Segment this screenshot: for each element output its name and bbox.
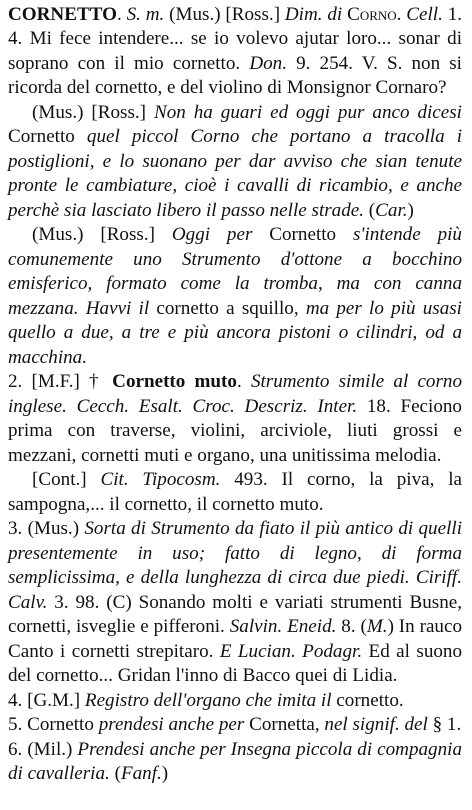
text-run: prendesi anche per [98, 714, 245, 736]
entry-sense-4-organ-register [8, 689, 462, 713]
text-run: 2. [M.F.] † [8, 371, 113, 393]
text-run: . [236, 371, 251, 393]
text-run: Oggi per [171, 224, 253, 246]
text-run: Cit. Tipocosm. [100, 469, 221, 491]
text-run: Salvin. Eneid. [229, 616, 337, 638]
text-run: cornetto. [331, 689, 404, 711]
text-run: Non ha guari ed oggi pur anco dicesi [153, 101, 462, 123]
text-run: Cornetta, [244, 714, 325, 736]
entry-citation-tipocosm [8, 468, 462, 517]
text-run: Cornetto [252, 224, 353, 246]
text-run: 3. (Mus.) [8, 518, 85, 540]
text-run: ( [364, 199, 376, 221]
text-run: Strumento simile al corno inglese. Cecch. Esalt. Croc. Descriz. Inter. [8, 371, 462, 417]
entry-sense-6-military-ensign [8, 738, 462, 787]
text-run: . [396, 4, 407, 25]
entry-sense-postillion-horn [8, 101, 462, 223]
text-run: 9. 254. V. S. non si ricorda del cornetto, e del violino di Monsignor Cornaro? [8, 52, 462, 99]
text-run: 4. [G.M.] [8, 689, 85, 711]
text-run: Dim. di [284, 4, 343, 25]
text-run: 1. 4. Mi fece intendere... se io volevo ajutar loro... sonar di soprano con il mio cornetto. [8, 4, 463, 74]
text-run: nel signif. del [324, 714, 428, 736]
text-run: cornetto a squillo, [149, 297, 306, 319]
text-run: Sorta di Strumento da fiato il più antico di quelli presentemente in uso; fatto di legno, di forma semplicissima, e della lunghezza di circa due piedi. Ciriff. Calv. [8, 518, 462, 613]
text-run: 5. Cornetto [8, 714, 99, 736]
text-run: 8. ( [336, 616, 367, 638]
text-run: 493. Il corno, la piva, la sampogna,... il cornetto, il cornetto muto. [8, 469, 463, 515]
text-run: 3. 98. (C) Sonando molti e variati strumenti Busne, cornetti, isveglie e pifferoni. [8, 591, 462, 638]
text-run: (Mus.) [Ross.] [32, 101, 154, 123]
text-run: E Lucian. Podagr. [219, 640, 363, 662]
text-run: 6. (Mil.) [8, 738, 78, 760]
text-run: ) In rauco Canto i cornetti strepitaro. [8, 616, 462, 662]
entry-definition-main [8, 3, 462, 101]
text-run: Cornetto [8, 126, 87, 148]
text-run: Car. [375, 199, 408, 221]
text-run: ) [161, 763, 169, 785]
text-run: S. m. [126, 4, 165, 25]
text-run: (Mus.) [Ross.] [164, 4, 285, 25]
text-run: ( [109, 763, 121, 785]
entry-sense-brass-instrument [8, 223, 462, 370]
entry-sense-2-cornetto-muto [8, 370, 462, 468]
entry-sense-5-cornetta [8, 713, 462, 737]
text-run: § 1. [427, 714, 462, 736]
text-run: M. [366, 616, 388, 638]
entry-sense-3-wind-instrument [8, 517, 462, 688]
text-run: CORNETTO [8, 4, 117, 25]
text-run: Cell. [406, 4, 443, 25]
text-run: Fanf. [120, 763, 162, 785]
text-run: Registro dell'organo che imita il [84, 689, 332, 711]
text-run: s'intende più comunemente uno Strumento d'ottone a bocchino emisferico, formato come la tromba, ma con canna mezzana. Havvi il [8, 224, 462, 319]
text-run: Corno [347, 4, 397, 25]
text-run: . [116, 4, 127, 25]
text-run: quel piccol Corno che portano a tracolla i postiglioni, e lo suonano per dar avviso che sian tenute pronte le cambiature, cioè i cavalli di ricambio, e anche perchè sia lasciato libero il passo nelle strade. [8, 126, 462, 221]
text-run: 18. Feciono prima con traverse, violini, arciviole, liuti grossi e mezzani, cornetti muti e organo, una unitissima melodia. [8, 395, 462, 466]
text-run: ma per lo più usasi quello a due, a tre e più ancora pistoni o cilindri, od a macchina. [8, 297, 462, 368]
text-run: Prendesi anche per Insegna piccola di compagnia di cavalleria. [8, 738, 462, 785]
text-run: Ed al suono del cornetto... Gridan l'inno di Bacco quei di Lidia. [8, 640, 463, 687]
text-run: [Cont.] [32, 469, 101, 491]
text-run: Cornetto muto [112, 371, 237, 393]
text-run: ) [407, 199, 414, 221]
text-run: (Mus.) [Ross.] [32, 224, 172, 246]
text-run: Don. [249, 52, 287, 74]
